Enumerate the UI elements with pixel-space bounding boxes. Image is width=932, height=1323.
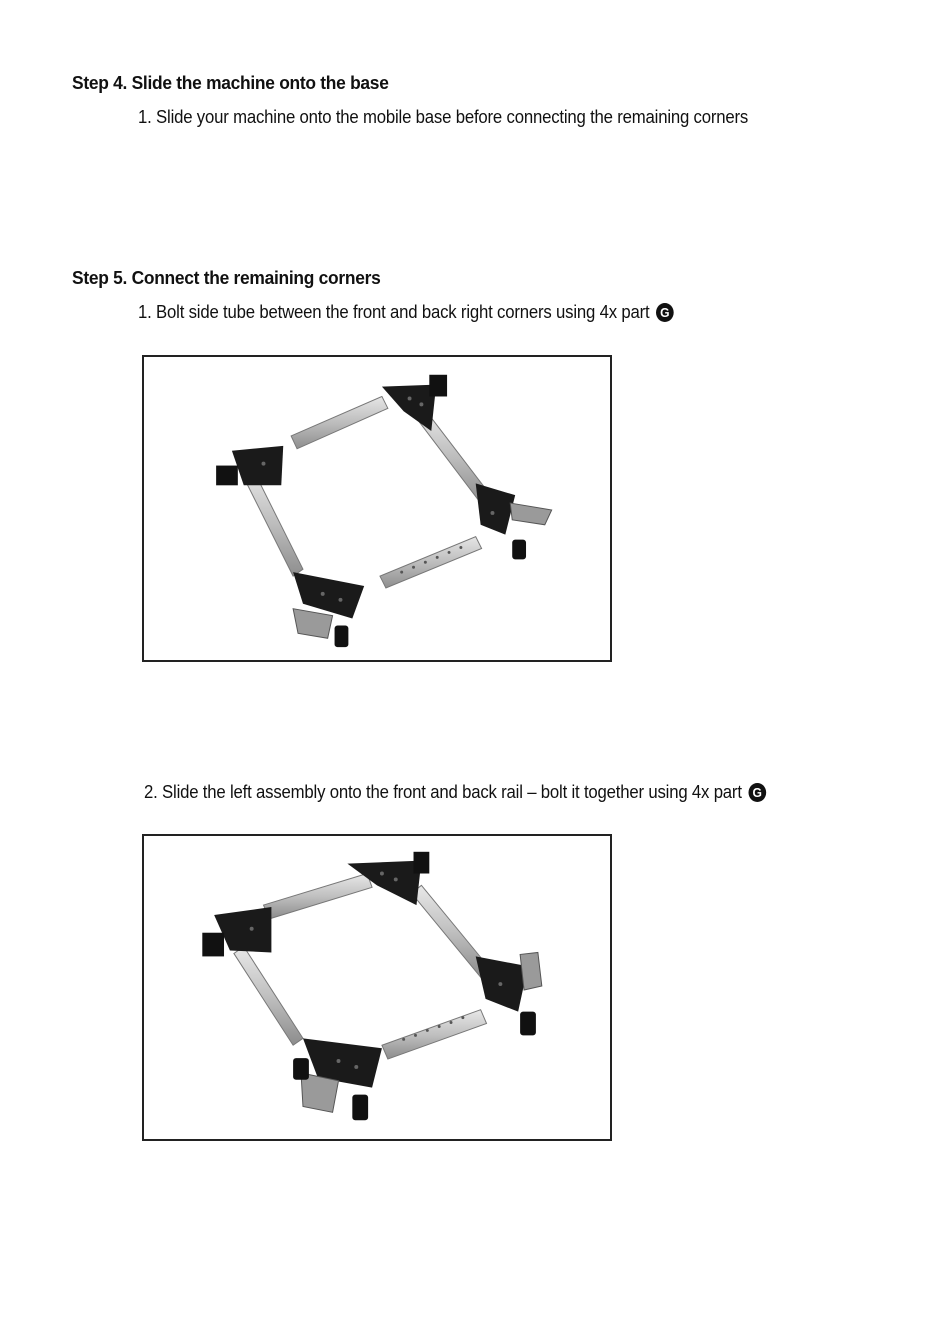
part-g-icon: G	[656, 303, 674, 322]
step-4-instruction-1	[138, 107, 748, 128]
step-5-instruction-1	[138, 302, 674, 323]
figure-right-side-bolted	[142, 355, 612, 662]
mobile-base-assembled-illustration	[144, 836, 610, 1139]
step-4-title: Step 4. Slide the machine onto the base	[72, 72, 389, 93]
step-5-instruction-2	[144, 782, 766, 803]
step-4-instruction-1-text: 1. Slide your machine onto the mobile base before connecting the remaining corners	[138, 107, 749, 127]
part-g-icon: G	[748, 783, 766, 802]
mobile-base-partial-assembly-illustration	[144, 357, 610, 660]
step-5-title: Step 5. Connect the remaining corners	[72, 267, 381, 288]
step-5-instruction-1-text: 1. Bolt side tube between the front and back right corners using 4x part	[138, 302, 650, 322]
figure-base-fully-assembled	[142, 834, 612, 1141]
step-5-instruction-2-text: 2. Slide the left assembly onto the front and back rail – bolt it together using 4x part	[144, 782, 742, 802]
